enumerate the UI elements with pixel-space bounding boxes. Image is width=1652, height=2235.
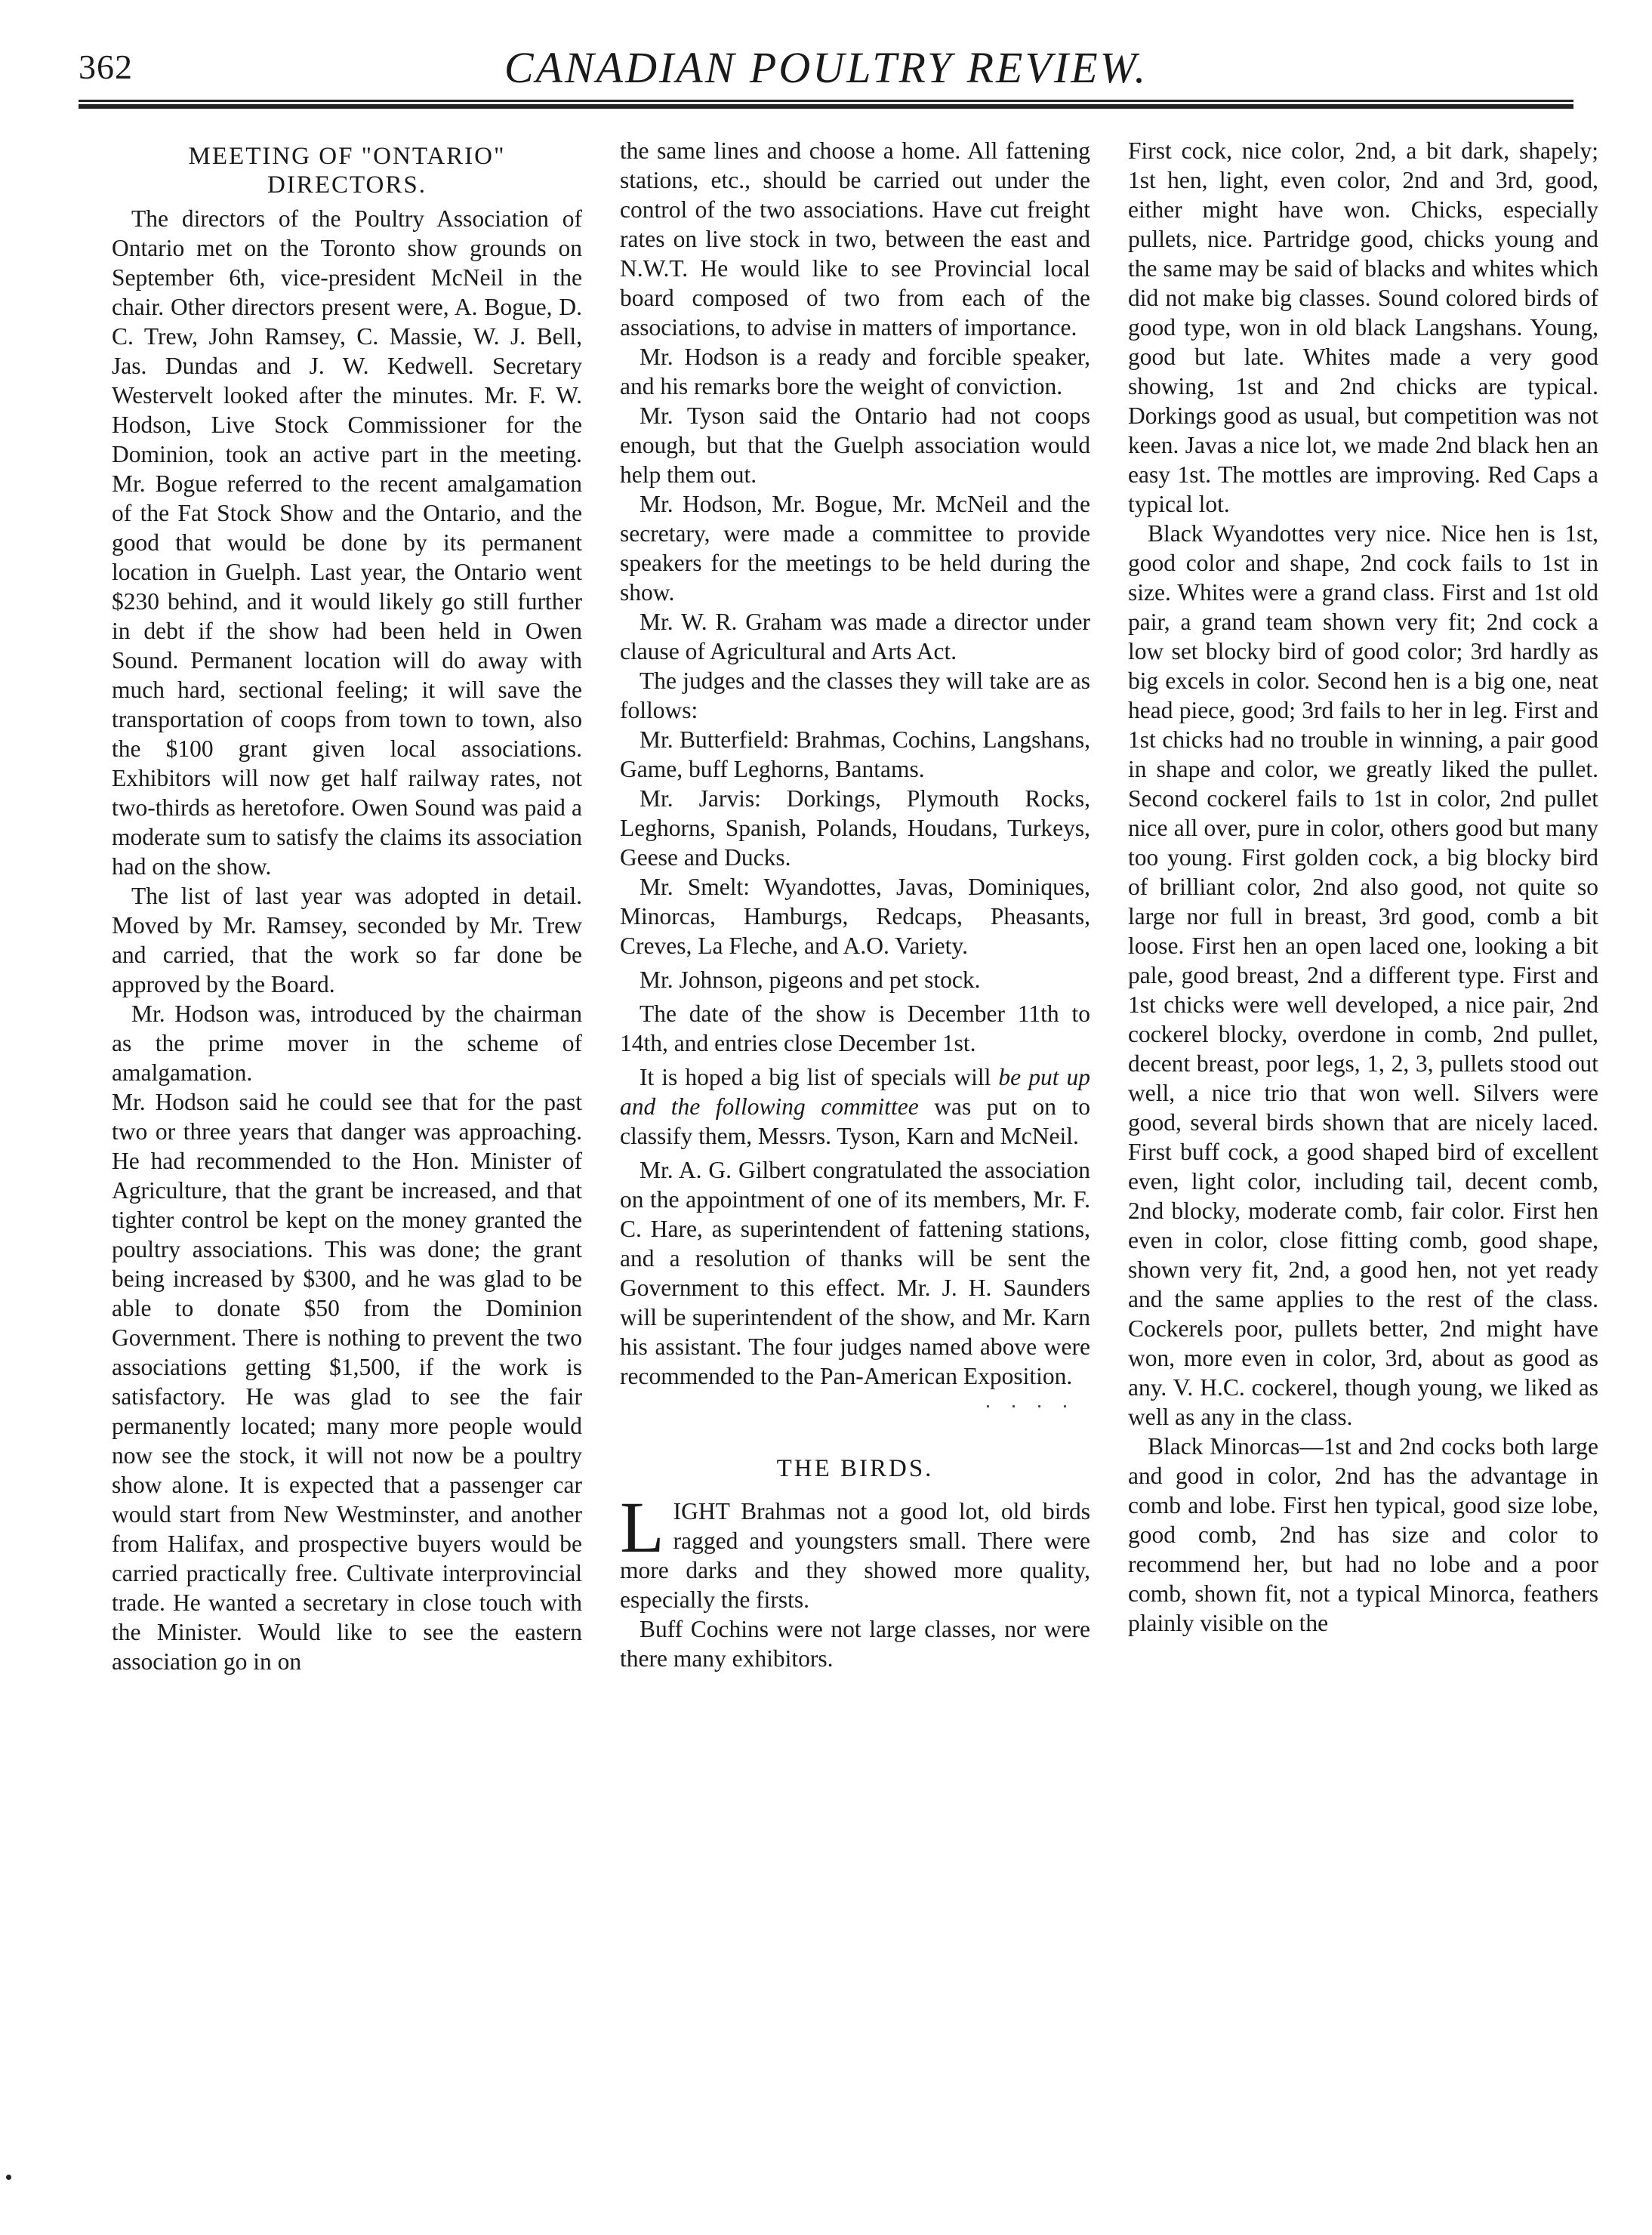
page-number: 362 xyxy=(79,48,133,86)
paragraph: Mr. Tyson said the Ontario had not coops enough, but that the Guelph association would help them out. xyxy=(620,402,1090,488)
column-2 xyxy=(620,136,1090,2205)
paragraph: Mr. Butterfield: Brahmas, Cochins, Langshans, Game, buff Leghorns, Bantams. xyxy=(620,726,1090,782)
paragraph: The directors of the Poultry Association of Ontario met on the Toronto show grounds on September 6th, vice-president McNeil in the chair. Other directors present were, A. Bogue, D. C. Trew, John Ramsey, C. Massie, W. J. Bell, Jas. Dundas and J. W. Kedwell. Secretary Westervelt looked after the minutes. Mr. F. W. Hodson, Live Stock Commissioner for the Dominion, took an active part in the meeting. Mr. Bogue referred to the recent amalgamation of the Fat Stock Show and the Ontario, and the good that would be done by its permanent location in Guelph. Last year, the Ontario went $230 behind, and it would likely go still further in debt if the show had been held in Owen Sound. Permanent location will do away with much hard, sectional feeling; it will save the transportation of coops from town to town, also the $100 grant given local associations. Exhibitors will now get half railway rates, not two-thirds as heretofore. Owen Sound was paid a moderate sum to satisfy the claims its association had on the show. xyxy=(112,205,582,880)
ornament-dots: . . . . xyxy=(985,1389,1075,1413)
paragraph: Mr. Johnson, pigeons and pet stock. xyxy=(640,966,981,993)
paragraph: First cock, nice color, 2nd, a bit dark, shapely; 1st hen, light, even color, 2nd and 3rd, good, either might have won. Chicks, especially pullets, nice. Partridge good, chicks young and the same may be said of blacks and whites which did not make big classes. Sound colored birds of good type, won in old black Langshans. Young, good but late. Whites made a very good showing, 1st and 2nd chicks are typical. Dorkings good as usual, but competition was not keen. Javas a nice lot, we made 2nd black hen an easy 1st. The mottles are improving. Red Caps a typical lot. xyxy=(1128,137,1598,517)
drop-cap: L xyxy=(620,1487,664,1568)
paragraph-part: was put on to classify them, Messrs. Tyson, Karn and McNeil. xyxy=(620,1093,1090,1149)
paragraph: Mr. Hodson said he could see that for the past two or three years that danger was approaching. He had recommended to the Hon. Minister of Agriculture, that the grant be increased, and that tighter control be kept on the money granted the poultry associations. This was done; the grant being increased by $300, and he was glad to be able to donate $50 from the Dominion Government. There is nothing to prevent the two associations getting $1,500, if the work is satisfactory. He was glad to see the fair permanently located; many more people would now see the stock, it will not now be a poultry show alone. It is expected that a passenger car would start from New Westminster, and another from Halifax, and prospective buyers would be carried practically free. Cultivate interprovincial trade. He wanted a secretary in close touch with the Minister. Would like to see the eastern association go in on xyxy=(112,1089,582,1675)
paragraph: The date of the show is December 11th to 14th, and entries close December 1st. xyxy=(620,1000,1090,1056)
paragraph: Mr. Jarvis: Dorkings, Plymouth Rocks, Leghorns, Spanish, Polands, Houdans, Turkeys, Geese and Ducks. xyxy=(620,785,1090,871)
paragraph: Mr. Hodson, Mr. Bogue, Mr. McNeil and the secretary, were made a committee to provide speakers for the meetings to be held during the show. xyxy=(620,491,1090,606)
paragraph: Mr. A. G. Gilbert congratulated the association on the appointment of one of its members, Mr. F. C. Hare, as superintendent of fattening stations, and a resolution of thanks will be sent the Government to this effect. Mr. J. H. Saunders will be superintendent of the show, and Mr. Karn his assistant. The four judges named above were recommended to the Pan-American Exposition. xyxy=(620,1157,1090,1389)
paragraph-italic-part: be put up and the following committee xyxy=(620,1064,1090,1120)
paragraph: Mr. W. R. Graham was made a director under clause of Agricultural and Arts Act. xyxy=(620,609,1090,664)
running-title: CANADIAN POULTRY REVIEW. xyxy=(504,43,1148,92)
header-rule-thick xyxy=(79,104,1573,109)
paragraph: The list of last year was adopted in detail. Moved by Mr. Ramsey, seconded by Mr. Trew and carried, that the work so far done be approved by the Board. xyxy=(112,883,582,997)
header-rule-thin xyxy=(79,100,1573,102)
paragraph: Mr. Hodson is a ready and forcible speaker, and his remarks bore the weight of conviction. xyxy=(620,344,1090,399)
birds-heading: THE BIRDS. xyxy=(776,1455,934,1482)
paragraph: Black Minorcas—1st and 2nd cocks both large and good in color, 2nd has the advantage in comb and lobe. First hen typical, good size lobe, good comb, 2nd has size and color to recommend her, but had no lobe and a poor comb, shown fit, not a typical Minorca, feathers plainly visible on the xyxy=(1128,1433,1598,1636)
paragraph: Mr. Smelt: Wyandottes, Javas, Dominiques, Minorcas, Hamburgs, Redcaps, Pheasants, Creves, La Fleche, and A.O. Variety. xyxy=(620,874,1090,959)
column-1 xyxy=(112,136,582,2205)
paragraph: the same lines and choose a home. All fattening stations, etc., should be carried out under the control of the two associations. Have cut freight rates on live stock in two, between the east and N.W.T. He would like to see Provincial local board composed of two from each of the associations, to advise in matters of importance. xyxy=(620,137,1090,341)
paragraph xyxy=(620,1062,1090,1151)
margin-speck xyxy=(6,2175,11,2180)
paragraph xyxy=(620,1487,1090,1614)
paragraph: Buff Cochins were not large classes, nor were there many exhibitors. xyxy=(620,1616,1090,1672)
paragraph: Mr. Hodson was, introduced by the chairman as the prime mover in the scheme of amalgamation. xyxy=(112,1000,582,1086)
paragraph-text: IGHT Brahmas not a good lot, old birds ragged and youngsters small. There were more darks and they showed more quality, especially the firsts. xyxy=(620,1498,1090,1613)
text-columns xyxy=(112,136,1599,2205)
column-3 xyxy=(1128,136,1598,2205)
meeting-heading: MEETING OF "ONTARIO" DIRECTORS. xyxy=(188,143,506,199)
paragraph: Black Wyandottes very nice. Nice hen is 1st, good color and shape, 2nd cock fails to 1st in size. Whites were a grand class. First and 1st old pair, a grand team shown very fit; 2nd cock a low set blocky bird of good color; 3rd hardly as big excels in color. Second hen is a big one, neat head piece, good; 3rd fails to her in leg. First and 1st chicks had no trouble in winning, a pair good in shape and color, we greatly liked the pullet. Second cockerel fails to 1st in color, 2nd pullet nice all over, pure in color, others good but many too young. First golden cock, a big blocky bird of brilliant color, 2nd also good, not quite so large nor full in breast, 3rd good, comb a bit loose. First hen an open laced one, looking a bit pale, good breast, 2nd a different type. First and 1st chicks were well developed, a nice pair, 2nd cockerel blocky, overdone in comb, 2nd pullet, decent breast, poor legs, 1, 2, 3, pullets stood out well, a nice trio that won well. Silvers were good, several birds shown that are nicely laced. First buff cock, a good shaped bird of excellent even, light color, including tail, decent comb, 2nd blocky, moderate comb, fair color. First hen even in color, close fitting comb, good shape, shown very fit, 2nd, a good hen, not yet ready and the same applies to the rest of the class. Cockerels poor, pullets better, 2nd might have won, more even in color, 3rd, about as good as any. V. H.C. cockerel, though young, we liked as well as any in the class. xyxy=(1128,520,1598,1430)
paragraph: The judges and the classes they will take are as follows: xyxy=(620,667,1090,723)
paragraph-part: It is hoped a big list of specials will xyxy=(640,1064,999,1090)
